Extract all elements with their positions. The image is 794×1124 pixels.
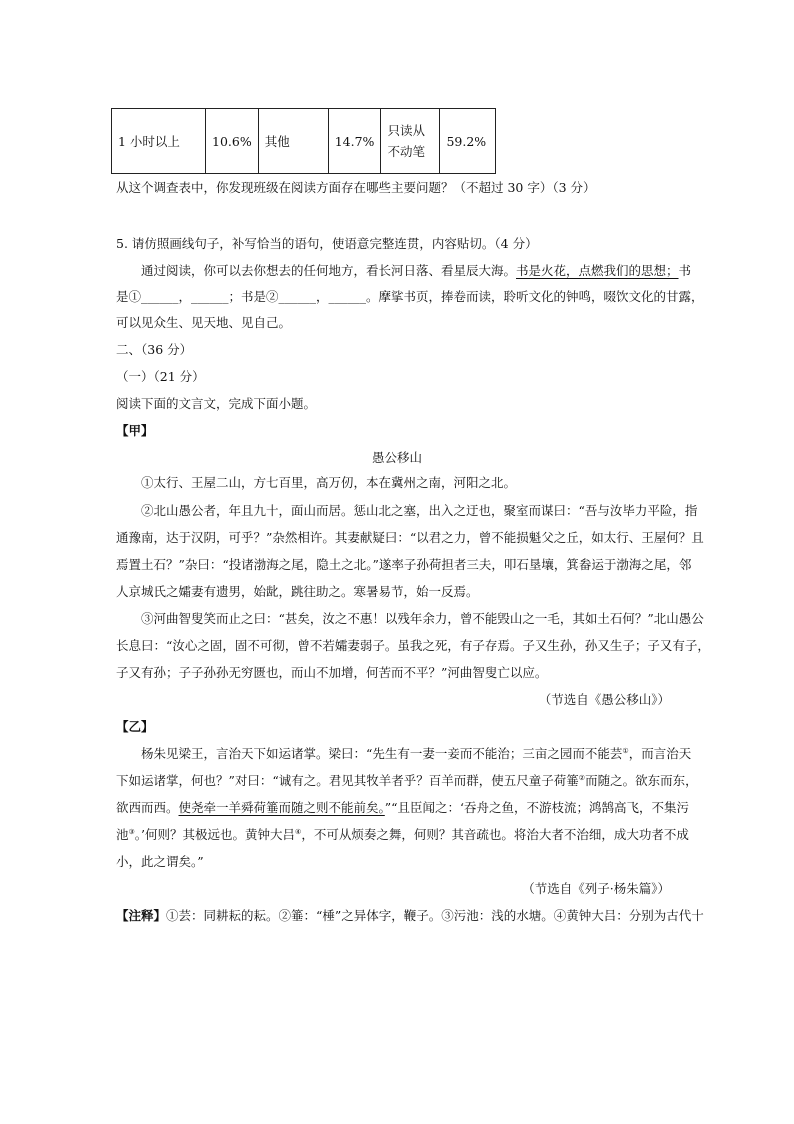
passage-jia-line: 焉置土石？”杂曰：“投诸渤海之尾，隐土之北。”遂率子孙荷担者三夫，叩石垦壤，箕畚运于渤海之尾，邻	[116, 557, 692, 572]
question-4-prompt: 从这个调查表中，你发现班级在阅读方面存在哪些主要问题？（不超过 30 字）（3 分）	[116, 180, 596, 195]
question-5-text: 书	[678, 263, 692, 278]
footnote-marker: ②	[578, 774, 586, 782]
passage-yi-line	[116, 771, 698, 789]
passage-yi-line	[141, 744, 691, 762]
table-cell-line: 不动笔	[387, 144, 425, 159]
table-cell: 59.2%	[440, 109, 496, 174]
passage-jia-source: （节选自《愚公移山》）	[538, 692, 670, 707]
annotation-line	[116, 906, 704, 924]
table-cell	[381, 109, 440, 174]
table-cell: 1 小时以上	[112, 109, 206, 174]
question-5-line	[141, 261, 691, 279]
passage-yi-text: 。’何则？其极远也。黄钟大吕	[134, 827, 296, 842]
table-cell: 10.6%	[206, 109, 259, 174]
table-row	[112, 109, 496, 174]
passage-jia-paragraph: ①太行、王屋二山，方七百里，高万仞，本在冀州之南，河阳之北。	[141, 475, 517, 490]
survey-table	[111, 108, 496, 174]
passage-yi-source: （节选自《列子·杨朱篇》）	[522, 881, 670, 896]
footnote-marker: ①	[622, 747, 629, 755]
passage-yi-tag: 【乙】	[116, 719, 154, 734]
passage-jia-line: 人京城氏之孀妻有遗男，始龀，跳往助之。寒暑易节，始一反焉。	[116, 584, 479, 599]
annotation-label: 【注释】	[116, 908, 167, 923]
passage-jia-paragraph: ②北山愚公者，年且九十，面山而居。惩山北之塞，出入之迂也，聚室而谋曰：“吾与汝毕力平险，指	[141, 503, 698, 518]
instruction-text: 阅读下面的文言文，完成下面小题。	[116, 396, 317, 411]
question-5-line: 可以见众生、见天地、见自己。	[116, 315, 292, 330]
question-5-text: 通过阅读，你可以去你想去的任何地方，看长河日落、看星辰大海。	[141, 263, 517, 278]
passage-yi-line	[116, 825, 689, 843]
passage-yi-text: ，而言治天	[628, 746, 692, 761]
passage-jia-line: 长息曰：“汝心之固，固不可彻，曾不若孀妻弱子。虽我之死，有子存焉。子又生孙，孙又生子；子又有子，	[116, 638, 710, 653]
passage-yi-text: 而随之。欲东而东，	[585, 773, 698, 788]
footnote-marker: ③	[128, 828, 135, 836]
passage-jia-title: 愚公移山	[372, 450, 423, 465]
annotation-text: ①芸：同耕耘的耘。②箠：“棰”之异体字，鞭子。③污池：浅的水塘。④黄钟大吕：分别为古代十	[166, 908, 704, 923]
question-5-prompt: 5. 请仿照画线句子，补写恰当的语句，使语意完整连贯，内容贴切。（4 分）	[116, 236, 538, 251]
passage-jia-line: 通豫南，达于汉阴，可乎？”杂然相许。其妻献疑曰：“以君之力，曾不能损魁父之丘，如太行、王屋何？且	[116, 530, 704, 545]
passage-jia-tag: 【甲】	[116, 423, 154, 438]
passage-yi-text: 杨朱见梁王，言治天下如运诸掌。梁曰：“先生有一妻一妾而不能治；三亩之园而不能芸	[141, 746, 623, 761]
section-heading: 二、（36 分）	[116, 342, 193, 357]
passage-jia-paragraph: ③河曲智叟笑而止之曰：“甚矣，汝之不惠！以残年余力，曾不能毁山之一毛，其如土石何？”北山愚公	[141, 611, 704, 626]
passage-yi-text: 下如运诸掌，何也？”对曰：“诚有之。君见其牧羊者乎？百羊而群，使五尺童子荷箠	[116, 773, 579, 788]
passage-yi-text: 池	[116, 827, 129, 842]
underlined-sentence: 使尧牵一羊舜荷箠而随之则不能前矣。	[178, 800, 385, 815]
table-cell-line: 只读从	[387, 123, 425, 138]
underlined-sentence: 书是火花，点燃我们的思想；	[516, 263, 679, 278]
footnote-marker: ④	[295, 828, 302, 836]
passage-yi-text: ”“且臣闻之：‘吞舟之鱼，不游枝流；鸿鹄高飞，不集污	[384, 800, 690, 815]
question-5-line: 是①______，______；书是②______，______。摩挲书页，捧卷而读，聆听文化的钟鸣，啜饮文化的甘露，	[116, 289, 704, 304]
table-cell: 14.7%	[328, 109, 381, 174]
table-cell: 其他	[258, 109, 328, 174]
passage-jia-line: 子又有孙；子子孙孙无穷匮也，而山不加增，何苦而不平？”河曲智叟亡以应。	[116, 665, 548, 680]
passage-yi-line	[116, 798, 689, 816]
subsection-heading: （一）（21 分）	[116, 369, 205, 384]
passage-yi-text: 欲西而西。	[116, 800, 179, 815]
passage-yi-line: 小，此之谓矣。”	[116, 854, 204, 869]
passage-yi-text: ，不可从烦奏之舞，何则？其音疏也。将治大者不治细，成大功者不成	[301, 827, 689, 842]
